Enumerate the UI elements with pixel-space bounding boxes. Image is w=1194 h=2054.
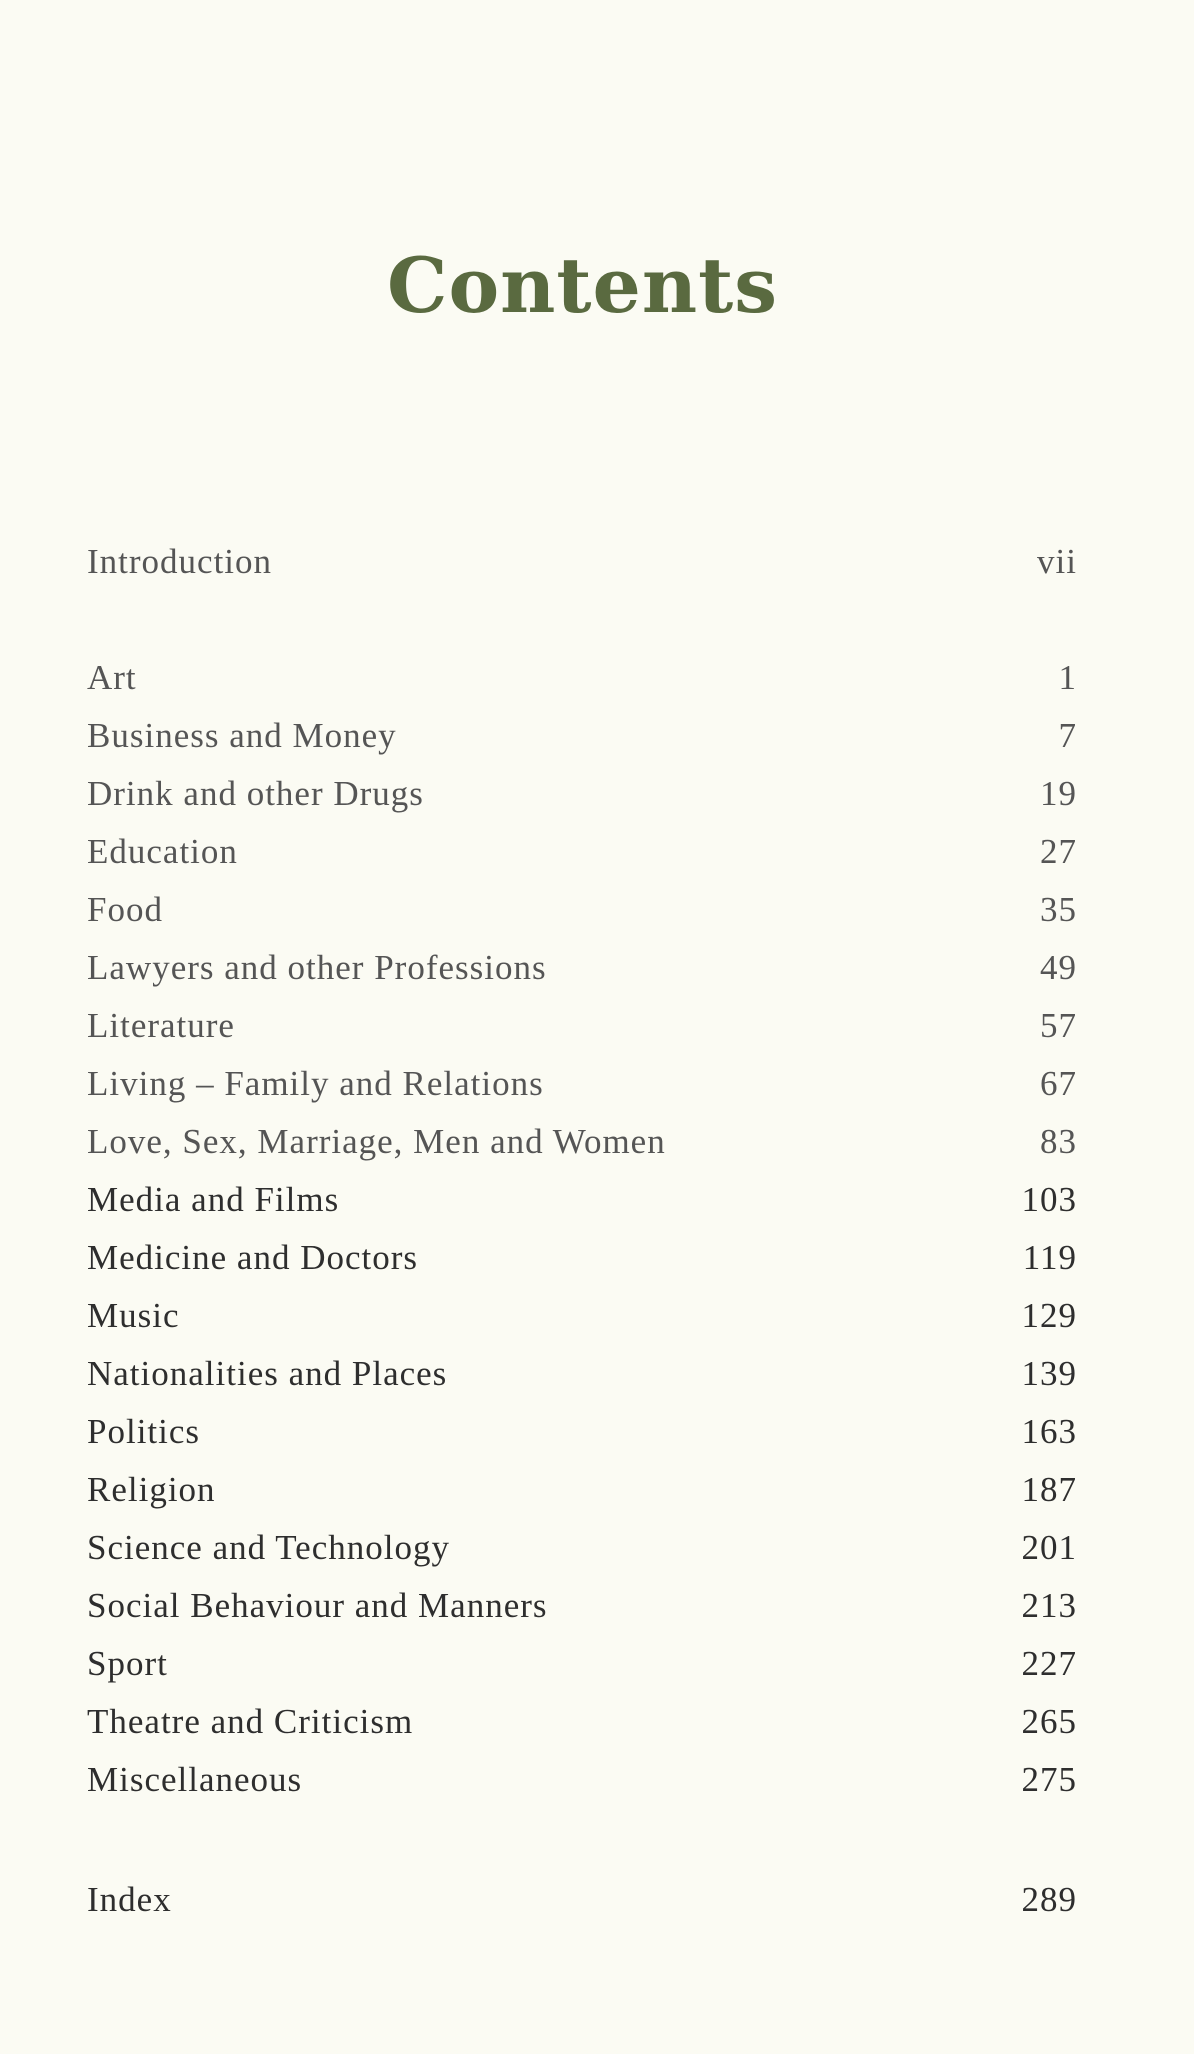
toc-entry-page: 7: [1058, 716, 1077, 755]
toc-entry[interactable]: [87, 1058, 1077, 1110]
toc-entry-page: 275: [1021, 1760, 1077, 1799]
toc-entry[interactable]: [87, 1290, 1077, 1342]
toc-entry-page: vii: [1037, 542, 1077, 581]
toc-entry[interactable]: [87, 768, 1077, 820]
toc-entry-label: Love, Sex, Marriage, Men and Women: [87, 1122, 666, 1161]
toc-entry[interactable]: [87, 884, 1077, 936]
toc-entry-page: 265: [1021, 1702, 1077, 1741]
toc-entry-label: Nationalities and Places: [87, 1354, 448, 1393]
toc-entry-label: Lawyers and other Professions: [87, 948, 547, 987]
toc-entry[interactable]: [87, 1232, 1077, 1284]
toc-entry-label: Literature: [87, 1006, 235, 1045]
toc-entry-page: 19: [1040, 774, 1077, 813]
toc-entry-label: Social Behaviour and Manners: [87, 1586, 548, 1625]
toc-entry-label: Science and Technology: [87, 1528, 450, 1567]
toc-entry-label: Religion: [87, 1470, 216, 1509]
toc-entry-label: Art: [87, 658, 137, 697]
toc-entry-page: 35: [1040, 890, 1077, 929]
toc-entry-page: 201: [1021, 1528, 1077, 1567]
toc-entry-label: Education: [87, 832, 238, 871]
toc-entry-label: Index: [87, 1880, 172, 1919]
toc-entry-page: 163: [1021, 1412, 1077, 1451]
toc-entry[interactable]: [87, 1522, 1077, 1574]
toc-entry-label: Politics: [87, 1412, 201, 1451]
toc-entry-page: 49: [1040, 948, 1077, 987]
toc-entry[interactable]: [87, 1406, 1077, 1458]
toc-entry[interactable]: [87, 652, 1077, 704]
toc-entry[interactable]: [87, 826, 1077, 878]
toc-entry-introduction[interactable]: [87, 536, 1077, 588]
toc-entry[interactable]: [87, 1000, 1077, 1052]
toc-entry-index[interactable]: [87, 1874, 1077, 1926]
toc-entry-page: 27: [1040, 832, 1077, 871]
toc-entry[interactable]: [87, 1638, 1077, 1690]
toc-entry-page: 213: [1021, 1586, 1077, 1625]
toc-entry-label: Food: [87, 890, 163, 929]
toc-entry-label: Living – Family and Relations: [87, 1064, 544, 1103]
toc-entry-label: Drink and other Drugs: [87, 774, 424, 813]
toc-entry[interactable]: [87, 1696, 1077, 1748]
toc-entry-label: Media and Films: [87, 1180, 340, 1219]
toc-entry[interactable]: [87, 1754, 1077, 1806]
toc-entry-page: 139: [1021, 1354, 1077, 1393]
toc-entry[interactable]: [87, 942, 1077, 994]
toc-entry-page: 119: [1022, 1238, 1077, 1277]
toc-entry-page: 67: [1040, 1064, 1077, 1103]
toc-entry-page: 129: [1021, 1296, 1077, 1335]
toc-entry-label: Music: [87, 1296, 180, 1335]
toc-entry-page: 57: [1040, 1006, 1077, 1045]
toc-entry[interactable]: [87, 1116, 1077, 1168]
toc-entry-label: Medicine and Doctors: [87, 1238, 419, 1277]
toc-entry-label: Theatre and Criticism: [87, 1702, 414, 1741]
toc-entry-label: Business and Money: [87, 716, 397, 755]
toc-entry[interactable]: [87, 1580, 1077, 1632]
toc-entry[interactable]: [87, 1348, 1077, 1400]
toc-entry-page: 227: [1021, 1644, 1077, 1683]
toc-entry[interactable]: [87, 1464, 1077, 1516]
toc-entry[interactable]: [87, 710, 1077, 762]
toc-entry-label: Miscellaneous: [87, 1760, 303, 1799]
toc-entry[interactable]: [87, 1174, 1077, 1226]
toc-entry-page: 1: [1058, 658, 1077, 697]
toc-entry-page: 83: [1040, 1122, 1077, 1161]
toc-entry-page: 187: [1021, 1470, 1077, 1509]
page-title: Contents: [386, 241, 779, 330]
toc-entry-page: 289: [1021, 1880, 1077, 1919]
toc-entry-label: Introduction: [87, 542, 273, 581]
toc-entry-page: 103: [1021, 1180, 1077, 1219]
toc-entry-label: Sport: [87, 1644, 168, 1683]
